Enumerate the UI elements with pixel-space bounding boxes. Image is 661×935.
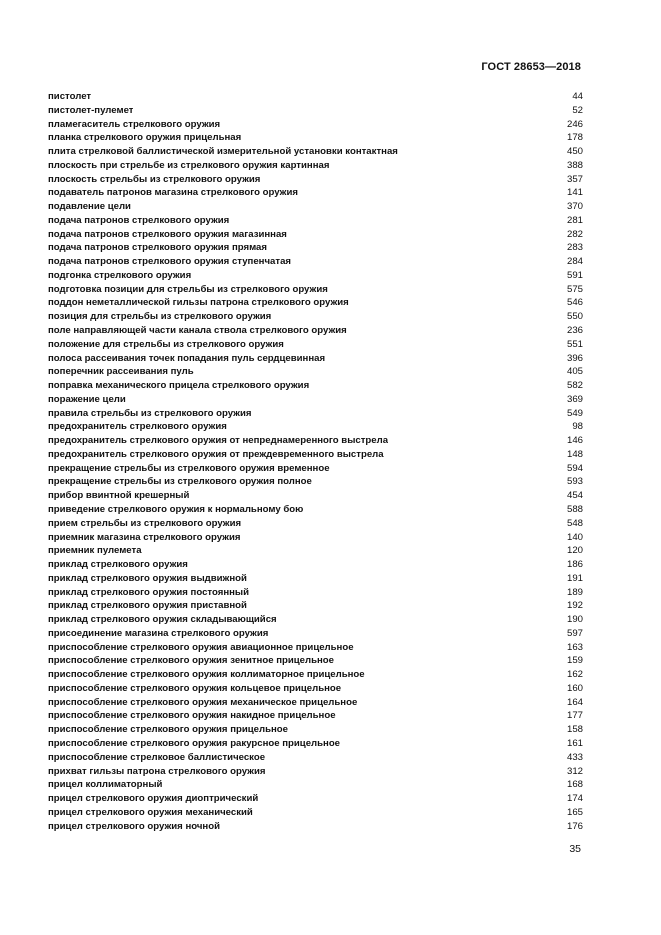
index-term-number: 177 [566,710,583,722]
index-entry [48,173,583,187]
index-term-number: 165 [566,806,583,818]
index-entry [48,255,583,269]
index-term-number: 582 [566,380,583,392]
index-term: подавление цели [48,201,131,213]
index-term: прекращение стрельбы из стрелкового оружия временное [48,462,330,474]
index-term-number: 160 [566,682,583,694]
index-term: прихват гильзы патрона стрелкового оружия [48,765,266,777]
index-entry [48,531,583,545]
index-entry [48,696,583,710]
index-term: планка стрелкового оружия прицельная [48,132,242,144]
index-entry [48,806,583,820]
index-term-number: 312 [566,765,583,777]
index-term-number: 164 [566,696,583,708]
index-term-number: 98 [572,421,583,433]
index-term-number: 44 [572,91,583,102]
index-term: приспособление стрелкового оружия прицельное [48,724,288,736]
index-term: положение для стрельбы из стрелкового оружия [48,338,284,350]
index-term-number: 192 [566,600,583,612]
index-entry [48,737,583,751]
index-term: подаватель патронов магазина стрелкового оружия [48,187,298,199]
index-term: прием стрельбы из стрелкового оружия [48,517,242,529]
index-term: подача патронов стрелкового оружия [48,214,230,226]
index-entry [48,668,583,682]
index-entry [48,352,583,366]
index-term-number: 141 [566,187,583,199]
index-term-number: 158 [566,724,583,736]
index-entry [48,338,583,352]
index-term: прицел стрелкового оружия диоптрический [48,793,259,805]
index-term-number: 283 [566,242,583,254]
index-term: приклад стрелкового оружия постоянный [48,586,249,598]
index-entry [48,228,583,242]
index-entry [48,517,583,531]
index-term-number: 597 [566,627,583,639]
index-term: предохранитель стрелкового оружия [48,421,227,433]
index-term-number: 176 [566,820,583,832]
index-entry [48,558,583,572]
index-term-number: 433 [566,751,583,763]
index-entry [48,489,583,503]
index-term: приклад стрелкового оружия [48,559,188,571]
index-term: поражение цели [48,393,126,405]
index-term-number: 281 [566,214,583,226]
index-term: приспособление стрелкового оружия механическое прицельное [48,696,358,708]
index-entry [48,475,583,489]
index-entry [48,503,583,517]
index-entry [48,393,583,407]
index-term: подача патронов стрелкового оружия ступенчатая [48,256,292,268]
index-term: приспособление стрелкового оружия ракурсное прицельное [48,737,341,749]
index-entry [48,586,583,600]
index-term-number: 370 [566,201,583,213]
index-term: предохранитель стрелкового оружия от преждевременного выстрела [48,448,384,460]
index-entry [48,159,583,173]
index-entry [48,682,583,696]
document-header: ГОСТ 28653—2018 [481,61,581,73]
index-term-number: 550 [566,311,583,323]
index-term: приспособление стрелковое баллистическое [48,751,266,763]
index-entry [48,462,583,476]
index-term: приемник магазина стрелкового оружия [48,531,241,543]
index-entry [48,118,583,132]
index-entry [48,104,583,118]
index-term: правила стрельбы из стрелкового оружия [48,407,252,419]
index-term-number: 246 [566,118,583,130]
index-term: приклад стрелкового оружия выдвижной [48,572,247,584]
index-entry [48,310,583,324]
index-term-number: 148 [566,448,583,460]
index-entry [48,641,583,655]
alphabetical-index [48,90,583,833]
index-entry [48,90,583,104]
index-term: приклад стрелкового оружия приставной [48,600,247,612]
index-term-number: 174 [566,793,583,805]
index-term-number: 163 [566,641,583,653]
index-term-number: 357 [566,173,583,185]
index-term-number: 146 [566,435,583,447]
index-entry [48,654,583,668]
index-entry [48,627,583,641]
index-term-number: 190 [566,614,583,626]
index-term-number: 546 [566,297,583,309]
index-entry [48,241,583,255]
index-term: подгонка стрелкового оружия [48,269,192,281]
index-term: поперечник рассеивания пуль [48,366,194,378]
index-entry [48,420,583,434]
index-term-number: 450 [566,146,583,158]
index-entry [48,723,583,737]
index-term-number: 159 [566,655,583,667]
index-entry [48,599,583,613]
index-term: плита стрелковой баллистической измерительной установки контактная [48,146,398,158]
index-term: позиция для стрельбы из стрелкового оружия [48,311,272,323]
index-term: пистолет-пулемет [48,104,134,116]
index-term: прекращение стрельбы из стрелкового оружия полное [48,476,312,488]
index-term: пистолет [48,91,92,102]
index-term: присоединение магазина стрелкового оружия [48,627,269,639]
index-term: приклад стрелкового оружия складывающийся [48,614,277,626]
index-term: приспособление стрелкового оружия зенитное прицельное [48,655,334,667]
index-term-number: 191 [566,572,583,584]
index-term-number: 178 [566,132,583,144]
index-entry [48,448,583,462]
index-term: прицел стрелкового оружия ночной [48,820,220,832]
index-term-number: 549 [566,407,583,419]
index-entry [48,407,583,421]
index-term: приспособление стрелкового оружия коллиматорное прицельное [48,669,365,681]
index-term-number: 396 [566,352,583,364]
index-term: плоскость при стрельбе из стрелкового оружия картинная [48,159,330,171]
page-number: 35 [569,843,581,855]
index-entry [48,613,583,627]
index-term-number: 162 [566,669,583,681]
index-term: подача патронов стрелкового оружия прямая [48,242,267,254]
index-term-number: 575 [566,283,583,295]
index-term-number: 594 [566,462,583,474]
index-entry [48,765,583,779]
index-entry [48,186,583,200]
index-term-number: 388 [566,159,583,171]
index-term: поле направляющей части канала ствола стрелкового оружия [48,325,347,337]
index-term: приспособление стрелкового оружия накидное прицельное [48,710,336,722]
index-term: приведение стрелкового оружия к нормальному бою [48,503,304,515]
index-term-number: 593 [566,476,583,488]
index-term-number: 236 [566,325,583,337]
index-term-number: 161 [566,737,583,749]
index-term: поправка механического прицела стрелкового оружия [48,380,310,392]
index-term-number: 120 [566,545,583,557]
index-entry [48,365,583,379]
index-entry [48,296,583,310]
index-term: полоса рассеивания точек попадания пуль сердцевинная [48,352,326,364]
index-term-number: 405 [566,366,583,378]
index-entry [48,751,583,765]
index-term-number: 591 [566,269,583,281]
index-entry [48,145,583,159]
index-entry [48,709,583,723]
index-term-number: 454 [566,490,583,502]
index-term: приспособление стрелкового оружия авиационное прицельное [48,641,354,653]
index-entry [48,214,583,228]
index-entry [48,792,583,806]
index-term: подготовка позиции для стрельбы из стрелкового оружия [48,283,328,295]
index-term-number: 189 [566,586,583,598]
index-term: предохранитель стрелкового оружия от непреднамеренного выстрела [48,435,389,447]
index-term-number: 282 [566,228,583,240]
index-term: плоскость стрельбы из стрелкового оружия [48,173,261,185]
index-entry [48,324,583,338]
index-entry [48,379,583,393]
index-entry [48,572,583,586]
index-term-number: 284 [566,256,583,268]
index-entry [48,820,583,834]
index-term-number: 168 [566,779,583,791]
index-term-number: 551 [566,338,583,350]
index-term-number: 588 [566,503,583,515]
index-term: пламегаситель стрелкового оружия [48,118,221,130]
index-entry [48,434,583,448]
index-entry [48,544,583,558]
index-entry [48,131,583,145]
index-entry [48,200,583,214]
index-term: прибор ввинтной крешерный [48,490,190,502]
index-entry [48,283,583,297]
index-term: прицел стрелкового оружия механический [48,806,253,818]
index-entry [48,778,583,792]
index-term: приспособление стрелкового оружия кольцевое прицельное [48,682,342,694]
index-term: поддон неметаллической гильзы патрона стрелкового оружия [48,297,349,309]
index-term: подача патронов стрелкового оружия магазинная [48,228,287,240]
index-term-number: 52 [572,104,583,116]
index-term-number: 548 [566,517,583,529]
index-term-number: 186 [566,559,583,571]
index-term-number: 369 [566,393,583,405]
index-term: приемник пулемета [48,545,142,557]
index-term: прицел коллиматорный [48,779,163,791]
index-term-number: 140 [566,531,583,543]
index-entry [48,269,583,283]
